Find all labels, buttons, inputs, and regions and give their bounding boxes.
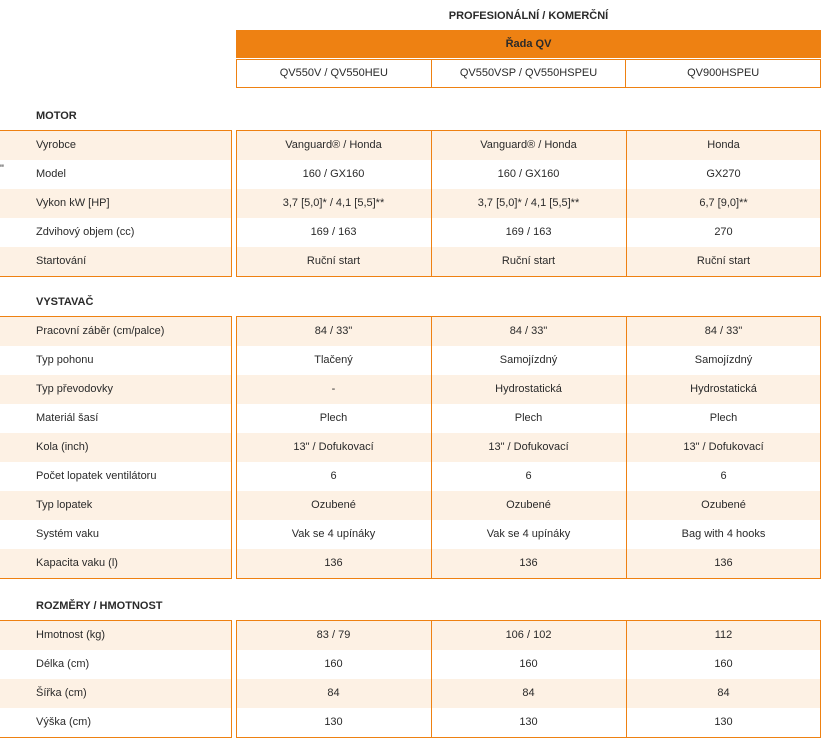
spec-value: Hydrostatická bbox=[495, 383, 562, 395]
spec-label: Kola (inch) bbox=[36, 441, 89, 453]
spec-value: 84 bbox=[522, 687, 535, 699]
spec-value: Plech bbox=[319, 412, 348, 424]
spec-value: Bag with 4 hooks bbox=[681, 528, 766, 540]
spec-value: Vanguard® / Honda bbox=[285, 139, 382, 151]
spec-value: 84 / 33" bbox=[314, 325, 353, 337]
spec-label: Typ převodovky bbox=[36, 383, 114, 395]
spec-value: 130 bbox=[324, 716, 343, 728]
spec-value: Samojízdný bbox=[694, 354, 753, 366]
spec-value: 136 bbox=[324, 557, 343, 569]
spec-value: 160 bbox=[714, 658, 733, 670]
spec-value: 160 bbox=[519, 658, 538, 670]
section-title: ROZMĚRY / HMOTNOST bbox=[36, 600, 163, 612]
spec-value: Ruční start bbox=[306, 255, 361, 267]
section-title: MOTOR bbox=[36, 110, 77, 122]
spec-value: Vak se 4 upínáky bbox=[486, 528, 571, 540]
model-name: QV900HSPEU bbox=[625, 60, 820, 87]
spec-value: 160 / GX160 bbox=[497, 168, 560, 180]
spec-label: Typ pohonu bbox=[36, 354, 94, 366]
stray-mark: " bbox=[0, 163, 4, 175]
spec-value: Ozubené bbox=[701, 499, 746, 511]
spec-value: 169 / 163 bbox=[505, 226, 552, 238]
spec-value: Samojízdný bbox=[499, 354, 558, 366]
spec-value: Honda bbox=[707, 139, 740, 151]
label-column-frame bbox=[0, 620, 232, 738]
spec-value: 3,7 [5,0]* / 4,1 [5,5]** bbox=[477, 197, 580, 209]
spec-value: 136 bbox=[714, 557, 733, 569]
spec-value: Vak se 4 upínáky bbox=[291, 528, 376, 540]
spec-value: 83 / 79 bbox=[316, 629, 351, 641]
series-banner: Řada QV bbox=[236, 30, 821, 58]
spec-value: Vanguard® / Honda bbox=[480, 139, 577, 151]
spec-label: Kapacita vaku (l) bbox=[36, 557, 118, 569]
spec-value: 160 / GX160 bbox=[302, 168, 365, 180]
spec-value: 112 bbox=[714, 629, 733, 641]
section-title: VYSTAVAČ bbox=[36, 296, 94, 308]
spec-value: 6 bbox=[720, 470, 727, 482]
model-name: QV550V / QV550HEU bbox=[279, 67, 388, 79]
model-header-row bbox=[236, 59, 821, 88]
spec-label: Startování bbox=[36, 255, 87, 267]
spec-label: Systém vaku bbox=[36, 528, 99, 540]
spec-value: 136 bbox=[519, 557, 538, 569]
category-title: PROFESIONÁLNÍ / KOMERČNÍ bbox=[448, 10, 609, 22]
label-column-frame bbox=[0, 130, 232, 277]
spec-label: Vykon kW [HP] bbox=[36, 197, 110, 209]
spec-label: Hmotnost (kg) bbox=[36, 629, 106, 641]
spec-label: Vyrobce bbox=[36, 139, 76, 151]
spec-value: 84 / 33" bbox=[704, 325, 743, 337]
spec-value: 6 bbox=[525, 470, 532, 482]
spec-value: Plech bbox=[709, 412, 738, 424]
spec-value: 84 / 33" bbox=[509, 325, 548, 337]
spec-value: Plech bbox=[514, 412, 543, 424]
spec-value: Ozubené bbox=[506, 499, 551, 511]
spec-value: 160 bbox=[324, 658, 343, 670]
spec-value: 6 bbox=[330, 470, 337, 482]
spec-label: Délka (cm) bbox=[36, 658, 90, 670]
spec-label: Model bbox=[36, 168, 66, 180]
spec-value: Hydrostatická bbox=[690, 383, 757, 395]
spec-value: Tlačený bbox=[314, 354, 353, 366]
spec-label: Pracovní záběr (cm/palce) bbox=[36, 325, 165, 337]
spec-value: 169 / 163 bbox=[310, 226, 357, 238]
spec-label: Materiál šasí bbox=[36, 412, 99, 424]
spec-value: Ruční start bbox=[696, 255, 751, 267]
spec-value: 84 bbox=[327, 687, 340, 699]
spec-value: - bbox=[331, 383, 336, 395]
spec-value: 3,7 [5,0]* / 4,1 [5,5]** bbox=[282, 197, 385, 209]
label-column-frame bbox=[0, 316, 232, 579]
spec-label: Počet lopatek ventilátoru bbox=[36, 470, 157, 482]
spec-label: Výška (cm) bbox=[36, 716, 91, 728]
spec-value: 13" / Dofukovací bbox=[488, 441, 569, 453]
spec-value: GX270 bbox=[706, 168, 741, 180]
spec-value: 130 bbox=[519, 716, 538, 728]
spec-value: 106 / 102 bbox=[505, 629, 552, 641]
spec-label: Zdvihový objem (cc) bbox=[36, 226, 135, 238]
model-name: QV550VSP / QV550HSPEU bbox=[431, 60, 626, 87]
spec-value: 13" / Dofukovací bbox=[293, 441, 374, 453]
spec-label: Šířka (cm) bbox=[36, 687, 87, 699]
spec-value: 130 bbox=[714, 716, 733, 728]
spec-value: Ruční start bbox=[501, 255, 556, 267]
spec-value: 270 bbox=[714, 226, 733, 238]
spec-value: 84 bbox=[717, 687, 730, 699]
spec-value: Ozubené bbox=[311, 499, 356, 511]
spec-value: 6,7 [9,0]** bbox=[699, 197, 748, 209]
spec-label: Typ lopatek bbox=[36, 499, 93, 511]
spec-value: 13" / Dofukovací bbox=[683, 441, 764, 453]
